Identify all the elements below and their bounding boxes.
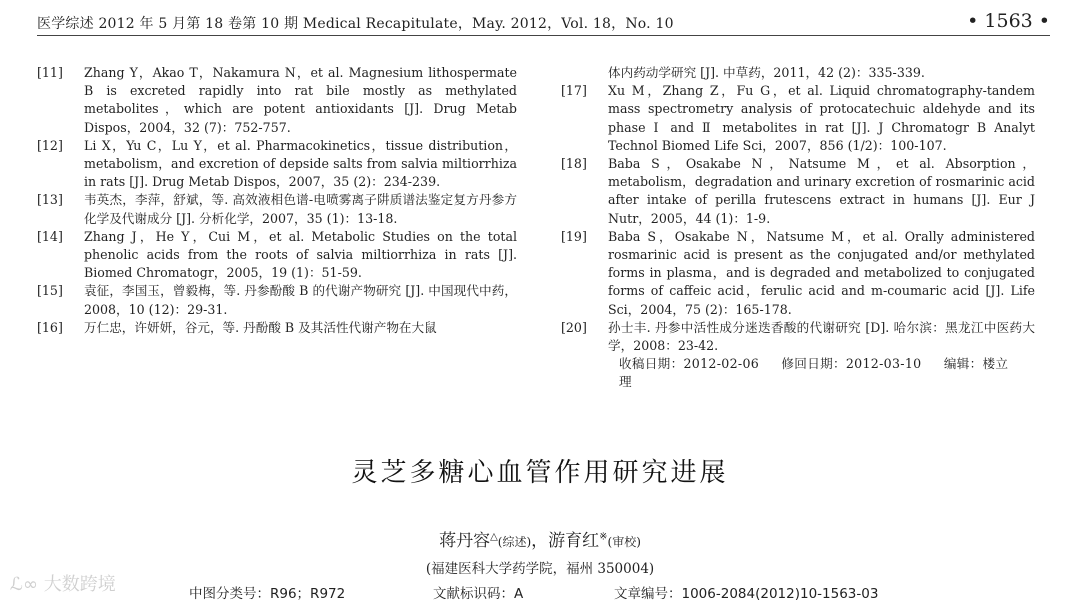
reference-item [37, 282, 517, 318]
reference-item [37, 64, 517, 137]
reference-number: [20] [561, 319, 587, 335]
reference-text: 体内药动学研究 [J]. 中草药，2011，42 (2)：335-339. [608, 65, 925, 80]
author-name: 游育红 [548, 531, 600, 551]
revised-date: 修回日期：2012-03-10 [781, 356, 922, 372]
submission-dates [561, 355, 1035, 391]
reference-number: [14] [37, 228, 63, 244]
reference-text: Baba S，Osakabe N，Natsume M，et al. Orally administered rosmarinic acid is present as the conjugated and/or methylated forms in plasma，and is degraded and metabolized to conjugated forms of caffeic acid，ferulic acid and m-coumaric acid [J]. Life Sci，2004，75 (2)：165-178. [608, 228, 1035, 317]
reference-number: [15] [37, 283, 63, 299]
reference-number: [17] [561, 83, 587, 99]
reference-text: Zhang Y，Akao T，Nakamura N，et al. Magnesium lithospermate B is excreted rapidly into rat bile mostly as methylated metabolites，which are potent antioxidants [J]. Drug Metab Dispos，2004，32 (7)：752-757. [84, 65, 517, 135]
reference-text: 万仁忠，许妍妍，谷元，等. 丹酚酸 B 及其活性代谢产物在大鼠 [84, 319, 437, 335]
reference-number: [16] [37, 319, 63, 335]
reference-item [37, 137, 517, 192]
reference-number: [13] [37, 192, 63, 208]
watermark-icon: ℒ∞ [10, 574, 38, 595]
reference-number: [11] [37, 65, 63, 80]
affiliation: (福建医科大学药学院，福州 350004) [425, 561, 655, 577]
author-role: (综述) [497, 535, 532, 549]
reference-text: 韦英杰，李萍，舒斌，等. 高效液相色谱-电喷雾离子阱质谱法鉴定复方丹参方化学及代谢成分 [J]. 分析化学，2007，35 (1)：13-18. [84, 192, 517, 226]
author-separator: ， [531, 531, 549, 551]
watermark-text: 大数跨境 [43, 574, 116, 595]
watermark-logo [10, 570, 116, 596]
reference-text: Xu M，Zhang Z，Fu G，et al. Liquid chromatography-tandem mass spectrometry analysis of protocatechuic aldehyde and its phase Ⅰ and Ⅱ metabolites in rat [J]. J Chromatogr B Analyt Technol Biomed Life Sci，2007，856 (1/2)：100-107. [608, 83, 1035, 153]
author-mark: ※ [599, 531, 608, 543]
article-title: 灵芝多糖心血管作用研究进展 [351, 458, 729, 488]
reference-text: Zhang J，He Y，Cui M，et al. Metabolic Studies on the total phenolic acids from the roots of salvia miltiorrhiza in rats [J]. Biomed Chromatogr，2005，19 (1)：51-59. [84, 228, 517, 281]
page-header [37, 11, 1050, 35]
article-number: 文章编号：1006-2084(2012)10-1563-03 [614, 586, 879, 602]
clc-number: 中图分类号：R96；R972 [189, 586, 346, 602]
page-number: • 1563 • [967, 10, 1050, 32]
reference-item [37, 319, 517, 337]
reference-text: 袁征，李国玉，曾毅梅，等. 丹参酚酸 B 的代谢产物研究 [J]. 中国现代中药，2008，10 (12)：29-31. [84, 283, 517, 317]
reference-number: [19] [561, 228, 587, 244]
author-role: (审校) [607, 535, 641, 549]
reference-item [561, 228, 1035, 319]
author-name: 蒋丹容 [439, 531, 491, 551]
header-rule [37, 35, 1050, 36]
document-code: 文献标识码：A [433, 586, 524, 602]
reference-text: Baba S，Osakabe N，Natsume M，et al. Absorption，metabolism，degradation and urinary excretion of rosmarinic acid after intake of perilla frutescens extract in humans [J]. Eur J Nutr，2005，44 (1)：1-9. [608, 156, 1035, 226]
reference-item [37, 191, 517, 227]
reference-number: [18] [561, 156, 587, 172]
references-left-column [37, 64, 517, 337]
reference-text: Li X，Yu C，Lu Y，et al. Pharmacokinetics，tissue distribution，metabolism，and excretion of depside salts from salvia miltiorrhiza in rats [J]. Drug Metab Dispos，2007，35 (2)：234-239. [84, 137, 517, 190]
reference-number: [12] [37, 137, 63, 153]
author-mark: △ [490, 531, 498, 543]
references-right-column [561, 64, 1035, 392]
author-line [0, 526, 1080, 551]
reference-item [37, 228, 517, 283]
journal-info: 医学综述 2012 年 5 月第 18 卷第 10 期 Medical Recapitulate，May. 2012，Vol. 18，No. 10 [37, 16, 674, 32]
reference-item [561, 319, 1035, 355]
reference-item [561, 82, 1035, 155]
reference-text: 孙士丰. 丹参中活性成分迷迭香酸的代谢研究 [D]. 哈尔滨：黑龙江中医药大学，2008：23-42. [608, 319, 1035, 354]
reference-continuation [561, 64, 1035, 82]
editor-name: 编辑：楼立理 [619, 356, 1009, 390]
received-date: 收稿日期：2012-02-06 [619, 356, 760, 372]
reference-item [561, 155, 1035, 228]
